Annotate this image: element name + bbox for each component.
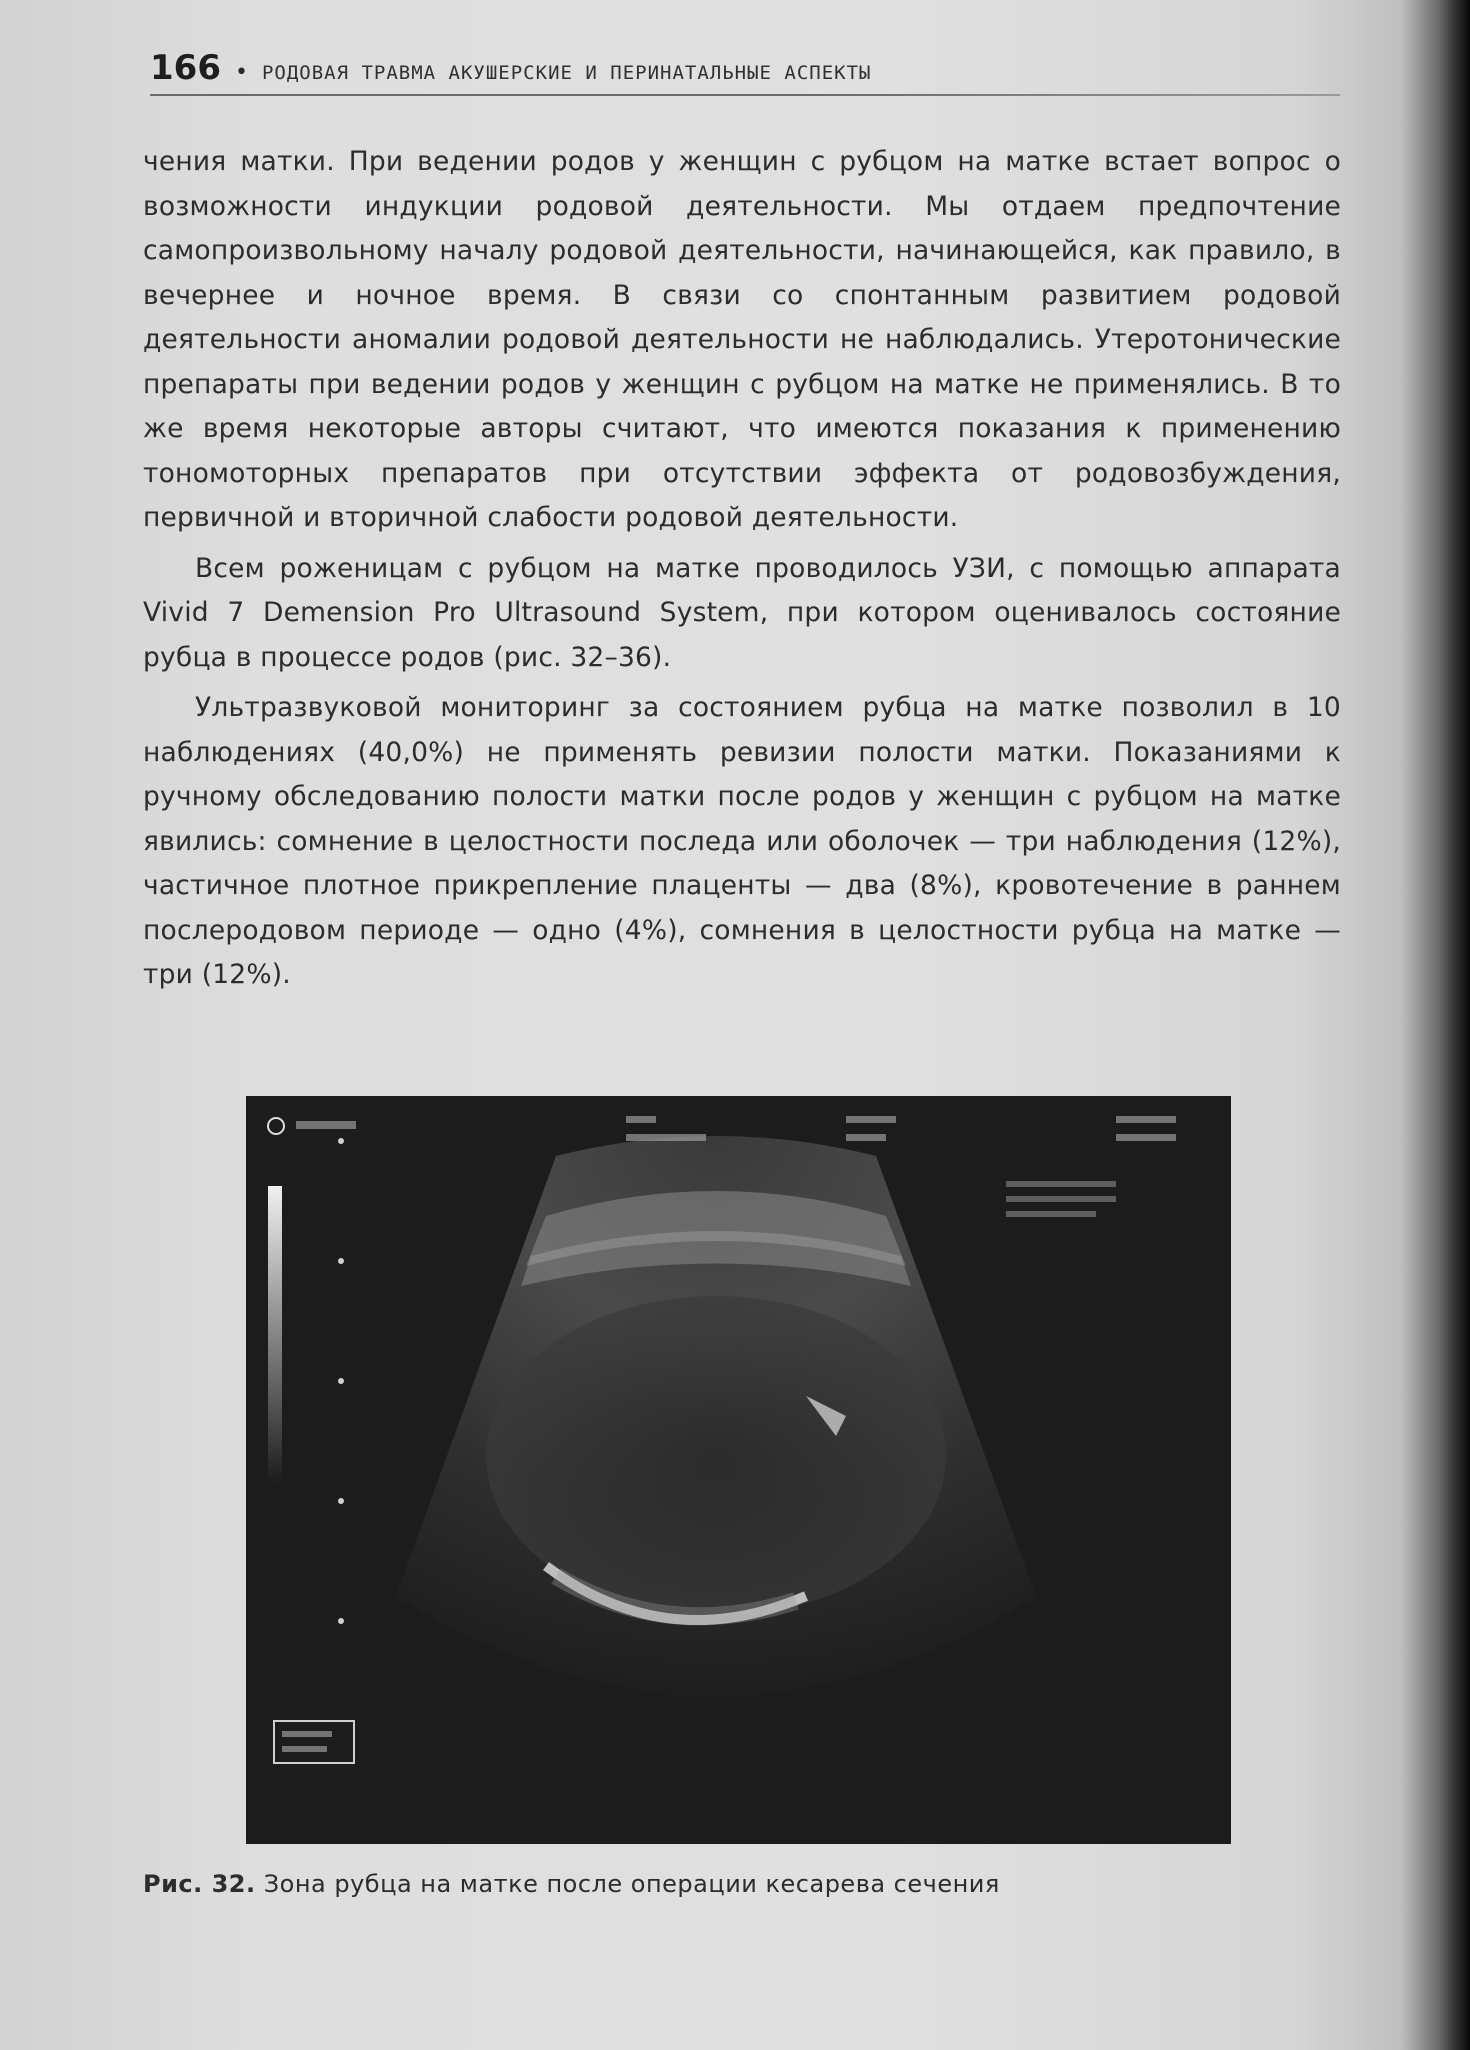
caption-label: Рис. 32. [143, 1870, 256, 1898]
head-bullet: • [234, 60, 248, 85]
ultrasound-scan-graphic [246, 1096, 1231, 1844]
ultrasound-image [246, 1096, 1231, 1844]
figure-caption [143, 1870, 1343, 1898]
body-text [143, 140, 1341, 998]
page-number: 166 [150, 48, 221, 88]
paragraph-3: Ультразвуковой мониторинг за состоянием рубца на матке позволил в 10 наблюдениях (40,0%) не применять ревизии полости матки. Показаниями к ручному обследованию полости матки после родов у женщин с рубцом на матке явились: сомнение в целостности последа или оболочек — три наблюдения (12%), частичное плотное прикрепление плаценты — два (8%), кровотечение в раннем послеродовом периоде — одно (4%), сомнения в целостности рубца на матке — три (12%). [143, 692, 1341, 990]
paragraph-2: Всем роженицам с рубцом на матке проводилось УЗИ, с помощью аппарата Vivid 7 Demension Pro Ultrasound System, при котором оценивалось состояние рубца в процессе родов (рис. 32–36). [143, 552, 1341, 673]
header-rule [150, 94, 1340, 96]
running-head-title: РОДОВАЯ ТРАВМА АКУШЕРСКИЕ И ПЕРИНАТАЛЬНЫЕ АСПЕКТЫ [261, 62, 872, 84]
caption-text: Зона рубца на матке после операции кесарева сечения [263, 1870, 1000, 1898]
book-spine-shadow [1400, 0, 1470, 2050]
running-head [150, 48, 1350, 98]
paragraph-1: чения матки. При ведении родов у женщин с рубцом на матке встает вопрос о возможности индукции родовой деятельности. Мы отдаем предпочтение самопроизвольному началу родовой деятельности, начинающейся, как правило, в вечернее и ночное время. В связи со спонтанным развитием родовой деятельности аномалии родовой деятельности не наблюдались. Утеротонические препараты при ведении родов у женщин с рубцом на матке не применялись. В то же время некоторые авторы считают, что имеются показания к применению тономоторных препаратов при отсутствии эффекта от родовозбуждения, первичной и вторичной слабости родовой деятельности. [143, 146, 1341, 533]
